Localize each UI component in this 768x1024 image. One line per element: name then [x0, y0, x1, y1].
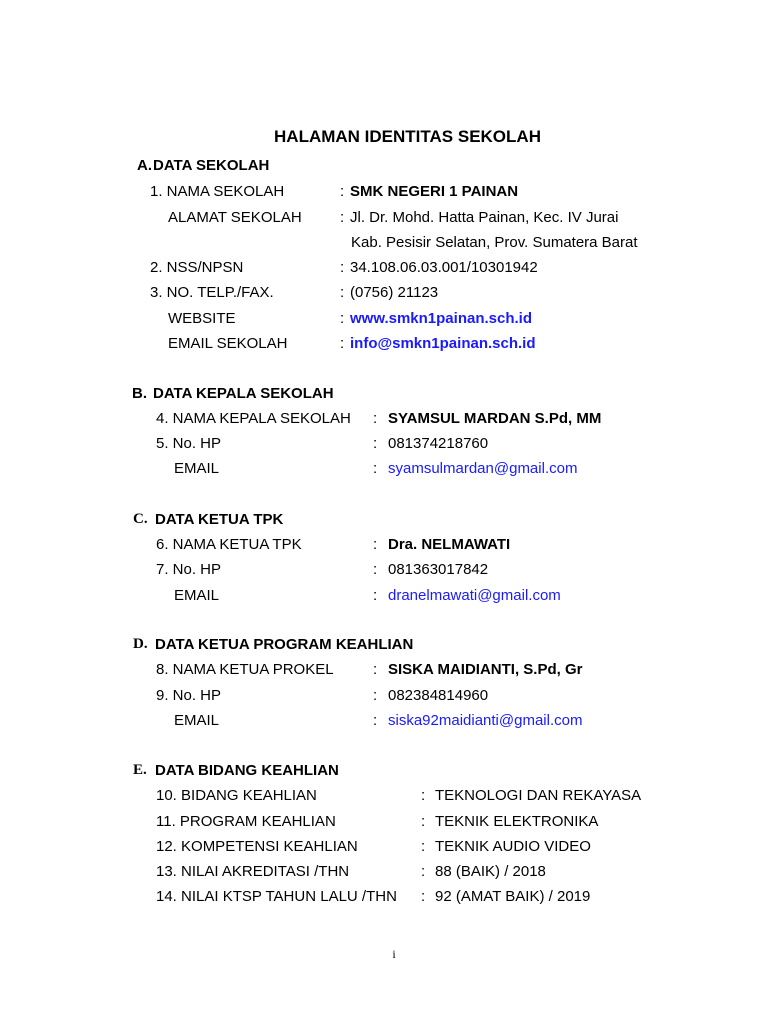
- colon: :: [340, 183, 345, 200]
- value-alamat-line-2: Kab. Pesisir Selatan, Prov. Sumatera Barat: [351, 234, 638, 251]
- label-email: EMAIL: [174, 460, 220, 477]
- label-website: WEBSITE: [168, 310, 236, 327]
- value-no-hp: 082384814960: [388, 687, 489, 704]
- section-a-heading: DATA SEKOLAH: [153, 157, 270, 174]
- label-no-hp: 5. No. HP: [156, 435, 222, 452]
- website-link[interactable]: www.smkn1painan.sch.id: [350, 310, 532, 327]
- section-c-letter: C.: [133, 511, 148, 527]
- value-kompetensi-keahlian: TEKNIK AUDIO VIDEO: [435, 838, 591, 855]
- label-telp-fax: 3. NO. TELP./FAX.: [150, 284, 274, 301]
- value-no-hp: 081363017842: [388, 561, 489, 578]
- section-d-heading: DATA KETUA PROGRAM KEAHLIAN: [155, 636, 414, 653]
- value-nss-npsn: 34.108.06.03.001/10301942: [350, 259, 538, 276]
- colon: :: [340, 259, 345, 276]
- label-alamat-sekolah: ALAMAT SEKOLAH: [168, 209, 302, 226]
- colon: :: [373, 561, 378, 578]
- value-nilai-ktsp: 92 (AMAT BAIK) / 2019: [435, 888, 591, 905]
- label-email: EMAIL: [174, 587, 220, 604]
- section-e-heading: DATA BIDANG KEAHLIAN: [155, 762, 339, 779]
- label-nama-ketua-prokel: 8. NAMA KETUA PROKEL: [156, 661, 334, 678]
- email-ketua-prokel-link[interactable]: siska92maidianti@gmail.com: [388, 712, 583, 729]
- colon: :: [373, 435, 378, 452]
- section-e-letter: E.: [133, 762, 147, 778]
- label-nama-kepala-sekolah: 4. NAMA KEPALA SEKOLAH: [156, 410, 351, 427]
- label-email-sekolah: EMAIL SEKOLAH: [168, 335, 288, 352]
- value-no-hp: 081374218760: [388, 435, 489, 452]
- colon: :: [373, 460, 378, 477]
- colon: :: [373, 410, 378, 427]
- label-program-keahlian: 11. PROGRAM KEAHLIAN: [156, 813, 336, 830]
- section-a-letter: A.: [137, 157, 152, 174]
- label-nilai-ktsp: 14. NILAI KTSP TAHUN LALU /THN: [156, 888, 397, 905]
- colon: :: [421, 863, 426, 880]
- colon: :: [340, 284, 345, 301]
- colon: :: [373, 587, 378, 604]
- colon: :: [340, 310, 345, 327]
- value-nama-kepala-sekolah: SYAMSUL MARDAN S.Pd, MM: [388, 410, 602, 427]
- value-bidang-keahlian: TEKNOLOGI DAN REKAYASA: [435, 787, 642, 804]
- email-kepala-sekolah-link[interactable]: syamsulmardan@gmail.com: [388, 460, 578, 477]
- email-sekolah-link[interactable]: info@smkn1painan.sch.id: [350, 335, 536, 352]
- colon: :: [421, 838, 426, 855]
- value-alamat-line-1: Jl. Dr. Mohd. Hatta Painan, Kec. IV Jurai: [350, 209, 619, 226]
- value-nama-ketua-prokel: SISKA MAIDIANTI, S.Pd, Gr: [388, 661, 583, 678]
- label-bidang-keahlian: 10. BIDANG KEAHLIAN: [156, 787, 317, 804]
- colon: :: [373, 536, 378, 553]
- colon: :: [340, 335, 345, 352]
- colon: :: [373, 712, 378, 729]
- value-program-keahlian: TEKNIK ELEKTRONIKA: [435, 813, 599, 830]
- label-nama-sekolah: 1. NAMA SEKOLAH: [150, 183, 285, 200]
- label-nilai-akreditasi: 13. NILAI AKREDITASI /THN: [156, 863, 350, 880]
- value-nama-sekolah: SMK NEGERI 1 PAINAN: [350, 183, 519, 200]
- label-no-hp: 7. No. HP: [156, 561, 222, 578]
- value-telp-fax: (0756) 21123: [350, 284, 439, 301]
- colon: :: [421, 787, 426, 804]
- section-c-heading: DATA KETUA TPK: [155, 511, 284, 528]
- label-nama-ketua-tpk: 6. NAMA KETUA TPK: [156, 536, 302, 553]
- page-title: HALAMAN IDENTITAS SEKOLAH: [274, 127, 541, 146]
- colon: :: [373, 661, 378, 678]
- email-ketua-tpk-link[interactable]: dranelmawati@gmail.com: [388, 587, 561, 604]
- section-b-heading: DATA KEPALA SEKOLAH: [153, 385, 334, 402]
- colon: :: [373, 687, 378, 704]
- section-b-letter: B.: [132, 385, 147, 402]
- value-nama-ketua-tpk: Dra. NELMAWATI: [388, 536, 511, 553]
- value-nilai-akreditasi: 88 (BAIK) / 2018: [435, 863, 546, 880]
- label-email: EMAIL: [174, 712, 220, 729]
- colon: :: [340, 209, 345, 226]
- label-no-hp: 9. No. HP: [156, 687, 222, 704]
- label-nss-npsn: 2. NSS/NPSN: [150, 259, 244, 276]
- page-number: i: [392, 947, 396, 961]
- colon: :: [421, 813, 426, 830]
- colon: :: [421, 888, 426, 905]
- label-kompetensi-keahlian: 12. KOMPETENSI KEAHLIAN: [156, 838, 358, 855]
- section-d-letter: D.: [133, 636, 148, 652]
